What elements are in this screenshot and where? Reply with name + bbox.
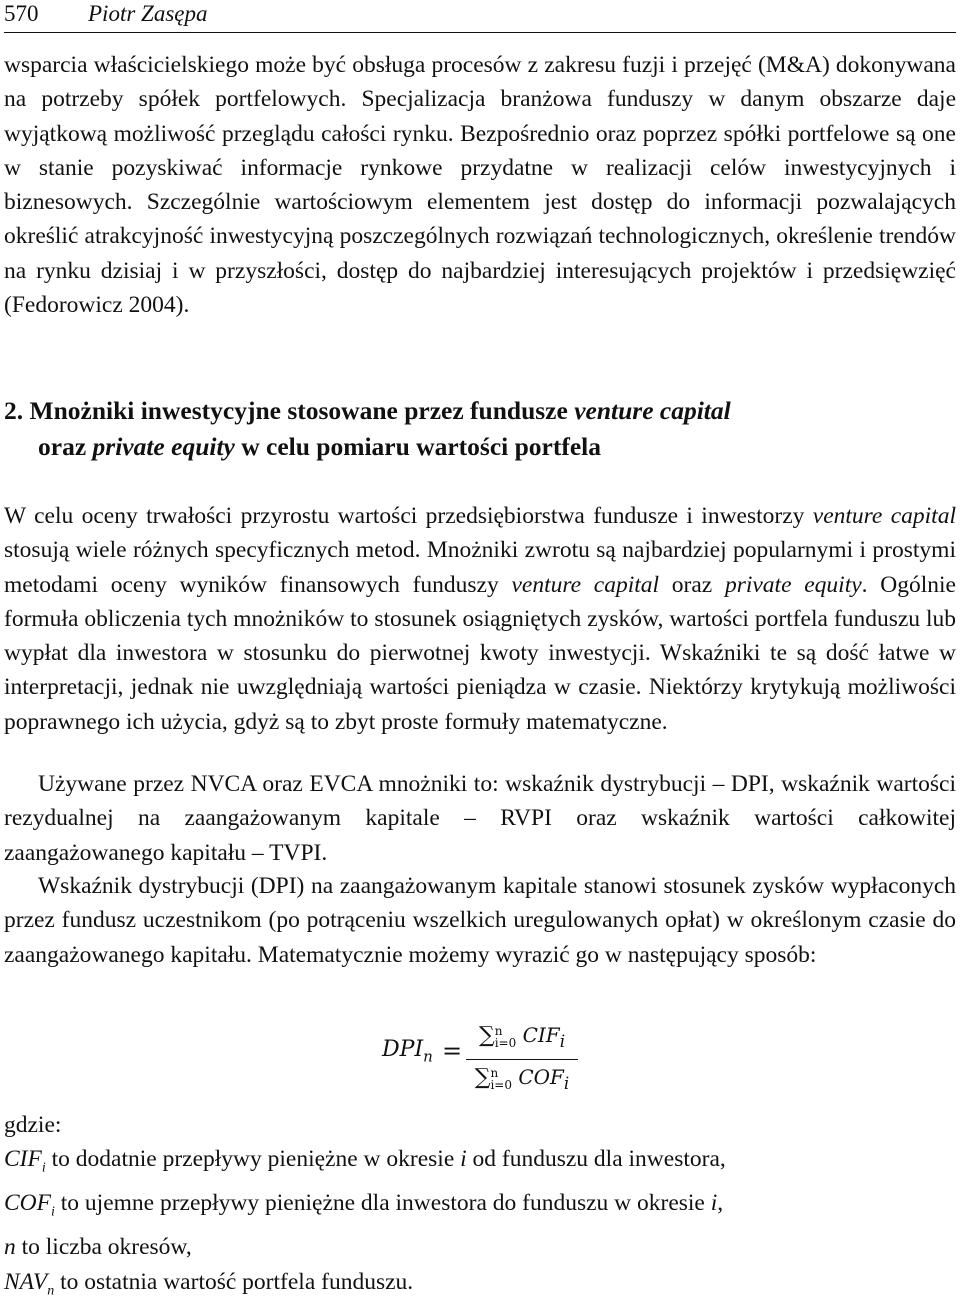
definition-nav: $NAV_n$ to ostatnia wartość portfela funduszu. bbox=[4, 1268, 414, 1299]
text-run: W celu oceny trwałości przyrostu wartości przedsiębiorstwa fundusze i inwestorzy bbox=[4, 503, 805, 529]
paragraph-fusion bbox=[4, 48, 956, 322]
fraction-bar bbox=[466, 1059, 578, 1060]
formula-denominator: ∑n i=0 $COF_i$ bbox=[474, 1065, 570, 1093]
section-heading-line2 bbox=[4, 429, 904, 465]
text-run: . Ogólnie formuła obliczenia tych mnożników to stosunek osiągniętych zysków, wartości portfela funduszu lub wypłat dla inwestora w stosunku do pierwotnej kwoty inwestycji. Wskaźniki te są dość łatwe w interpretacji, jednak nie uwzględniają wartości pieniądza w czasie. Niektórzy krytykują możliwości poprawnego ich użycia, gdyż są to zbyt proste formuły matematyczne. bbox=[4, 571, 956, 735]
formula-numerator: ∑n i=0 $CIF_i$ bbox=[478, 1023, 566, 1051]
italic-term: venture capital bbox=[812, 503, 956, 529]
page-number: 570 bbox=[4, 1, 39, 26]
italic-term: private equity bbox=[724, 571, 862, 598]
paragraph-text: wsparcia właścicielskiego może być obsługa procesów z zakresu fuzji i przejęć (M&A) dokonywana na potrzeby spółek portfelowych. Specjalizacja branżowa funduszy w danym obszarze daje wyjątkową możliwość przeglądu całości rynku. Bezpośrednio oraz poprzez spółki portfelowe są one w stanie pozyskiwać informacje rynkowe przydatne w realizacji celów inwestycyjnych i biznesowych. Szczególnie wartościowym elementem jest dostęp do informacji pozwalających określić atrakcyjność inwestycyjną poszczególnych rozwiązań technologicznych, określenie trendów na rynku dzisiaj i w przyszłości, dostęp do najbardziej interesujących projektów i przedsięwzięć (Fedorowicz 2004). bbox=[4, 52, 956, 319]
section-title-part3: w celu pomiaru wartości portfela bbox=[241, 432, 601, 461]
section-title-part2: oraz bbox=[38, 432, 87, 461]
paragraph-multipliers bbox=[4, 499, 956, 739]
running-header bbox=[4, 0, 956, 33]
italic-term: venture capital bbox=[511, 571, 660, 598]
formula-lhs: $DPI_n$ bbox=[382, 1037, 433, 1066]
definition-cif: $CIF_i$ to dodatnie przepływy pieniężne w okresie i od funduszu dla inwestora, bbox=[4, 1146, 726, 1176]
section-title-part1: Mnożniki inwestycyjne stosowane przez fundusze bbox=[29, 396, 568, 425]
section-title-italic1: venture capital bbox=[574, 396, 731, 425]
definitions-intro: gdzie: bbox=[4, 1112, 62, 1138]
formula-fraction bbox=[466, 1020, 578, 1099]
text-run: oraz bbox=[671, 571, 713, 598]
section-number: 2. bbox=[4, 396, 24, 425]
paragraph-text bbox=[4, 499, 956, 739]
formula-equals: = bbox=[442, 1037, 463, 1065]
definitions-list bbox=[4, 1108, 956, 1309]
paragraph-nvca bbox=[4, 767, 956, 870]
section-heading-line1 bbox=[4, 393, 904, 429]
text-run: stosują wiele różnych specyficznych metod. Mnożniki zwrotu są najbardziej popularnymi i prostymi metodami oceny wyników finansowych funduszy bbox=[4, 537, 956, 598]
running-author: Piotr Zasępa bbox=[88, 1, 208, 26]
section-title-italic2: private equity bbox=[92, 432, 235, 461]
paragraph-text: Wskaźnik dystrybucji (DPI) na zaangażowanym kapitale stanowi stosunek zysków wypłaconych przez fundusz uczestnikom (po potrąceniu wszelkich uregulowanych opłat) w określonym czasie do zaangażowanego kapitału. Matematycznie możemy wyrazić go w następujący sposób: bbox=[4, 873, 956, 968]
section-heading bbox=[4, 393, 904, 465]
definition-cof: $COF_i$ to ujemne przepływy pieniężne dla inwestora do funduszu w okresie i, bbox=[4, 1190, 724, 1220]
paragraph-dpi bbox=[4, 869, 956, 972]
definition-n: n to liczba okresów, bbox=[4, 1234, 192, 1261]
paragraph-text: Używane przez NVCA oraz EVCA mnożniki to: wskaźnik dystrybucji – DPI, wskaźnik wartości rezydualnej na zaangażowanym kapitale – RVPI oraz wskaźnik wartości całkowitej zaangażowanego kapitału – TVPI. bbox=[4, 771, 956, 866]
